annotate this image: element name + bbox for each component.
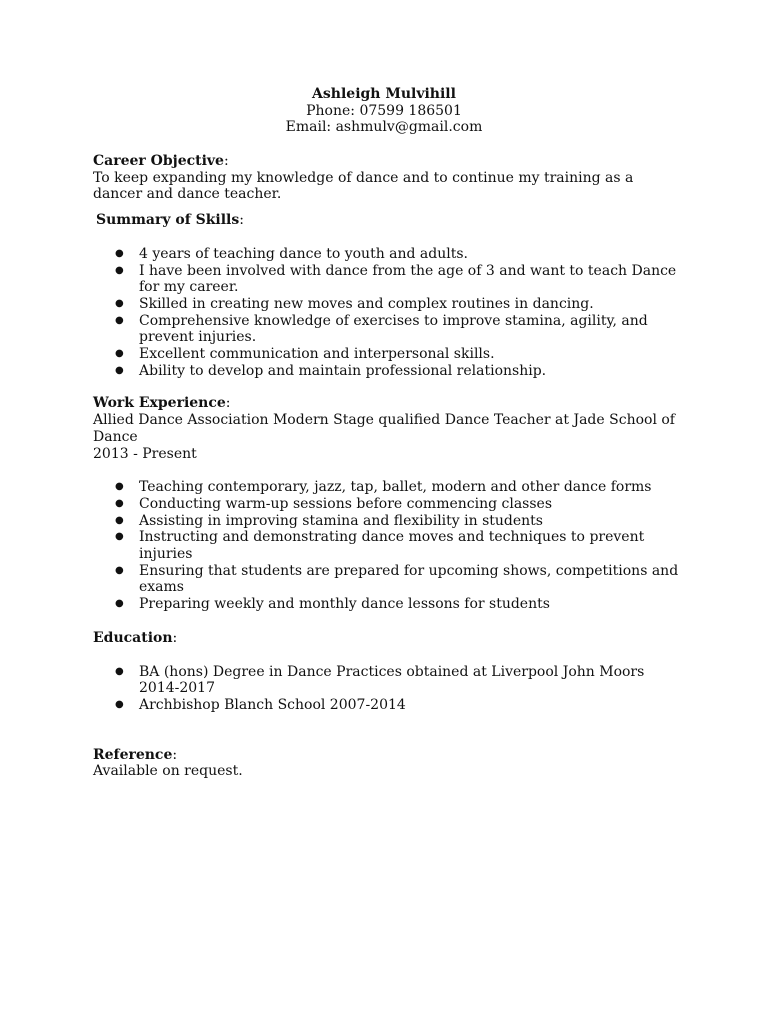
education-colon: : — [172, 629, 178, 646]
list-item-text: Assisting in improving stamina and flexibility in students — [139, 512, 543, 529]
list-item-text: 4 years of teaching dance to youth and adults. — [139, 245, 468, 262]
list-item-text: Comprehensive knowledge of exercises to improve stamina, agility, and prevent injuries. — [139, 312, 648, 346]
list-item — [93, 296, 683, 313]
list-item — [93, 263, 683, 296]
phone-line: Phone: 07599 186501 — [306, 102, 462, 119]
career-objective-colon: : — [223, 153, 229, 169]
list-item-text: Skilled in creating new moves and complex routines in dancing. — [139, 295, 594, 312]
bullet-icon: ● — [115, 598, 124, 610]
reference-colon: : — [172, 746, 178, 763]
reference-heading — [93, 747, 683, 764]
reference-heading-text: Reference — [93, 746, 173, 763]
list-item-text: Ability to develop and maintain professional relationship. — [139, 362, 547, 379]
bullet-icon: ● — [115, 348, 124, 360]
list-item — [93, 664, 683, 697]
list-item — [93, 529, 683, 562]
bullet-icon: ● — [115, 481, 124, 493]
list-item-text: Excellent communication and interpersonal skills. — [139, 346, 495, 363]
bullet-icon: ● — [115, 314, 124, 326]
list-item-text: BA (hons) Degree in Dance Practices obtained at Liverpool John Moors 2014-2017 — [139, 663, 645, 697]
list-item — [93, 246, 683, 263]
career-objective-text: To keep expanding my knowledge of dance and to continue my training as a dancer and dance teacher. — [93, 169, 634, 203]
bullet-icon: ● — [115, 531, 124, 543]
job-dates: 2013 - Present — [93, 445, 197, 462]
bullet-icon: ● — [115, 514, 124, 526]
list-item-text: Archbishop Blanch School 2007-2014 — [139, 696, 406, 713]
list-item — [93, 346, 683, 363]
list-item — [93, 697, 683, 714]
applicant-name: Ashleigh Mulvihill — [312, 86, 456, 102]
bullet-icon: ● — [115, 247, 124, 259]
job-position: Allied Dance Association Modern Stage qualified Dance Teacher at Jade School of Dance — [93, 412, 675, 445]
list-item-text: Instructing and demonstrating dance moves and techniques to prevent injuries — [139, 529, 645, 563]
list-item — [93, 479, 683, 496]
skills-colon: : — [239, 212, 244, 229]
list-item — [93, 563, 683, 596]
skills-heading-text: Summary of Skills — [96, 212, 240, 229]
work-experience-heading-text: Work Experience — [93, 395, 226, 412]
career-objective-heading — [93, 153, 683, 170]
reference-text: Available on request. — [93, 763, 243, 780]
list-item-text: I have been involved with dance from the age of 3 and want to teach Dance for my career. — [139, 262, 677, 296]
education-heading-text: Education — [93, 629, 173, 646]
list-item — [93, 363, 683, 380]
work-experience-heading — [93, 395, 683, 412]
bullet-icon: ● — [115, 264, 124, 276]
list-item — [93, 513, 683, 530]
work-experience-colon: : — [225, 395, 231, 412]
career-objective-heading-text: Career Objective — [93, 153, 224, 169]
bullet-icon: ● — [115, 564, 124, 576]
list-item — [93, 596, 683, 613]
email-line: Email: ashmulv@gmail.com — [285, 119, 483, 136]
bullet-icon: ● — [115, 665, 124, 677]
resume-header — [0, 86, 768, 136]
bullet-icon: ● — [115, 698, 124, 710]
list-item-text: Ensuring that students are prepared for upcoming shows, competitions and exams — [139, 562, 679, 596]
list-item-text: Conducting warm-up sessions before commencing classes — [139, 495, 553, 512]
list-item — [93, 496, 683, 513]
skills-heading — [93, 212, 683, 229]
education-heading — [93, 630, 683, 647]
bullet-icon: ● — [115, 497, 124, 509]
list-item-text: Teaching contemporary, jazz, tap, ballet, modern and other dance forms — [139, 479, 652, 496]
list-item-text: Preparing weekly and monthly dance lessons for students — [139, 596, 550, 613]
resume-body — [93, 153, 683, 780]
list-item — [93, 313, 683, 346]
bullet-icon: ● — [115, 364, 124, 376]
skills-list — [93, 246, 683, 380]
education-list — [93, 664, 683, 714]
work-duties-list — [93, 479, 683, 613]
bullet-icon: ● — [115, 297, 124, 309]
